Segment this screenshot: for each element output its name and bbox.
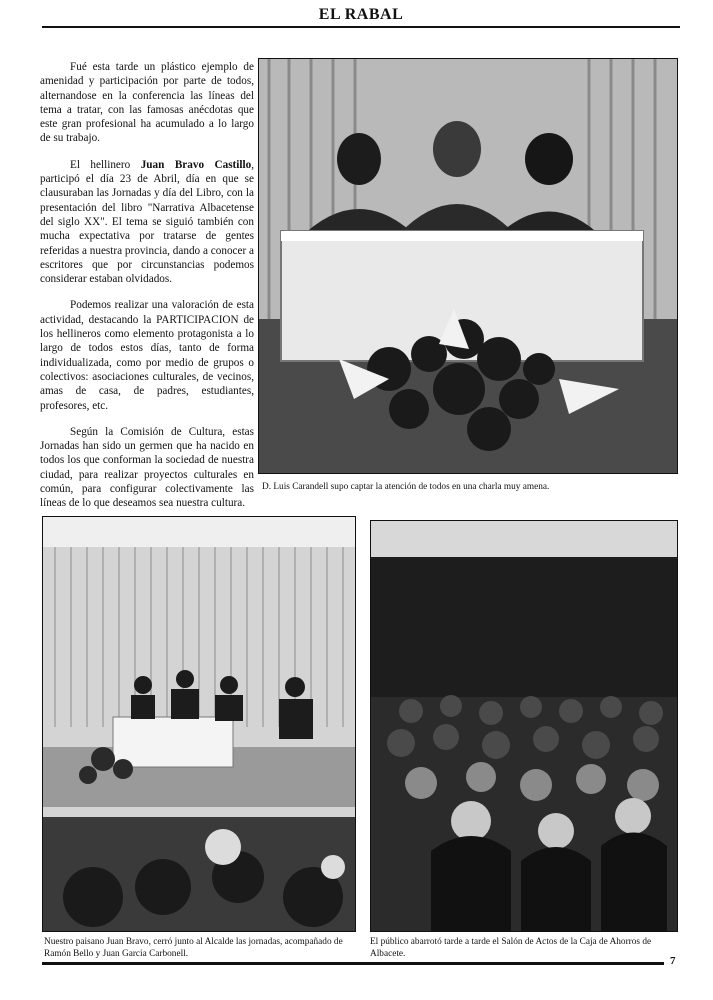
caption-bottom-left-photo: Nuestro paisano Juan Bravo, cerró junto al Alcalde las jornadas, acompañado de Ramón Bello y Juan García Carbonell. xyxy=(44,937,343,959)
speaker-name: Juan Bravo Castillo xyxy=(140,158,252,171)
photo-audience xyxy=(370,520,678,932)
caption-top-photo: D. Luis Carandell supo captar la atención de todos en una charla muy amena. xyxy=(262,482,550,492)
photo-conference-speakers-image xyxy=(259,59,677,473)
photo-closing-ceremony-image xyxy=(43,517,355,931)
masthead-title: EL RABAL xyxy=(318,6,404,23)
article-paragraph-2 xyxy=(40,158,254,287)
paragraph-2-rest: , participó el día 23 de Abril, día en que se clausuraban las Jornadas y día del Libro, con la presentación del libro "Narrativa Albacetense del siglo XX". El tema se siguió también con mucha expectativa por tratarse de gentes referidas a nuestra provincia, dando a conocer a escritores que por circunstancias podemos considerar estaban olvidados. xyxy=(40,158,254,286)
photo-audience-image xyxy=(371,521,677,931)
footer-rule xyxy=(42,962,664,965)
article-paragraph-4: Según la Comisión de Cultura, estas Jornadas han sido un germen que ha nacido en todos los que conforman la sociedad de nuestra ciudad, para realizar proyectos culturales en común, para configurar colectivamente las líneas de lo que deseamos sea nuestra cultura. xyxy=(40,425,254,510)
page-number: 7 xyxy=(670,955,676,967)
article-paragraph-1: Fué esta tarde un plástico ejemplo de amenidad y participación por parte de todos, alternandose en la conferencia las líneas del tema a tratar, con las famosas anécdotas que este gran profesional ha acumulado a lo largo de su trabajo. xyxy=(40,61,254,145)
caption-bottom-right-photo: El público abarrotó tarde a tarde el Salón de Actos de la Caja de Ahorros de Albacete. xyxy=(370,937,652,959)
article-column xyxy=(40,60,254,523)
article-paragraph-3: Podemos realizar una valoración de esta actividad, destacando la PARTICIPACION de los hellineros como elemento protagonista a lo largo de todos estos días, tanto de forma individualizada, como por medio de grupos o colectivos: asociaciones culturales, de vecinos, amas de casa, de padres, estudiantes, profesores, etc. xyxy=(40,299,254,412)
photo-closing-ceremony xyxy=(42,516,356,932)
masthead-rule xyxy=(42,26,680,28)
photo-conference-speakers xyxy=(258,58,678,474)
paragraph-2-lead: El hellinero xyxy=(70,158,141,171)
